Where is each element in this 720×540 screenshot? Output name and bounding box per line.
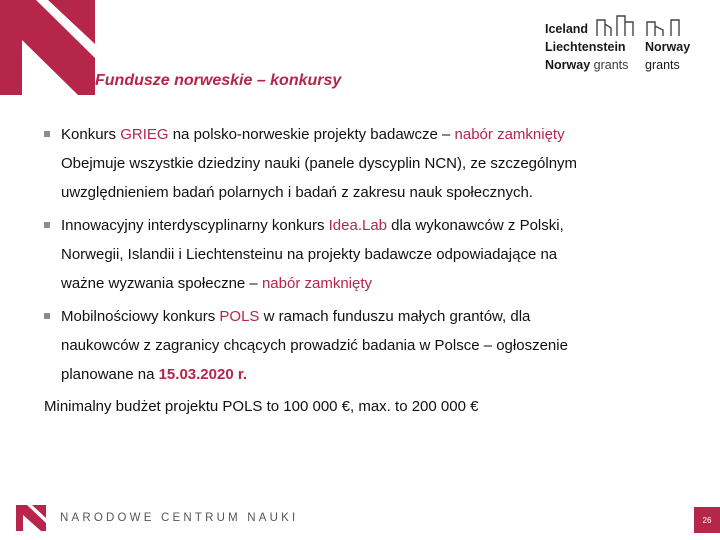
- text-run: w ramach funduszu małych grantów, dla: [259, 308, 531, 325]
- announcement-date: 15.03.2020 r.: [158, 366, 248, 383]
- bullet-line: Obejmuje wszystkie dziedziny nauki (panele dyscyplin NCN), ze szczególnym: [61, 155, 578, 172]
- text-run: Konkurs: [61, 126, 121, 143]
- bullet-idealab: [44, 211, 684, 298]
- status-closed: nabór zamknięty: [454, 126, 565, 143]
- slide-title: Fundusze norweskie – konkursy: [95, 72, 342, 89]
- bullet-line: uwzględnieniem badań polarnych i badań z zakresu nauk społecznych.: [61, 184, 533, 201]
- logo-liechtenstein-text: Liechtenstein: [545, 40, 626, 54]
- logo-iceland-text: Iceland: [545, 22, 589, 36]
- bullet-line: Norwegii, Islandii i Liechtensteinu na projekty badawcze odpowiadające na: [61, 246, 558, 263]
- text-run: na polsko-norweskie projekty badawcze –: [168, 126, 455, 143]
- bullet-square-icon: [44, 222, 50, 228]
- text-run: planowane na: [61, 366, 159, 383]
- eea-norway-grants-logo: [545, 14, 710, 76]
- bullet-square-icon: [44, 131, 50, 137]
- bullet-line: [61, 120, 684, 149]
- highlight-pols: POLS: [219, 308, 260, 325]
- slide-content: [44, 120, 684, 421]
- bullet-line: [61, 269, 684, 298]
- skyline-icon: [595, 14, 710, 38]
- logo-grants-right: grants: [645, 58, 680, 72]
- text-run: Innowacyjny interdyscyplinarny konkurs: [61, 217, 329, 234]
- ncn-logo-footer: [16, 505, 46, 531]
- page-number: 26: [694, 507, 720, 533]
- logo-norway-grants-text: [545, 58, 628, 72]
- text-run: Mobilnościowy konkurs: [61, 308, 220, 325]
- highlight-grieg: GRIEG: [120, 126, 169, 143]
- ncn-logo-top: [0, 0, 95, 95]
- bullet-grieg: [44, 120, 684, 207]
- text-run: dla wykonawców z Polski,: [387, 217, 564, 234]
- bullet-line: naukowców z zagranicy chcących prowadzić badania w Polsce – ogłoszenie: [61, 337, 568, 354]
- bullet-square-icon: [44, 313, 50, 319]
- logo-grants-light: grants: [593, 58, 629, 72]
- logo-norway-bold: Norway: [545, 58, 591, 72]
- bullet-line: [61, 211, 684, 240]
- highlight-idealab: Idea.Lab: [328, 217, 388, 234]
- text-run: ważne wyzwania społeczne –: [61, 275, 262, 292]
- bullet-line: [61, 360, 684, 389]
- bullet-line: [61, 302, 684, 331]
- logo-norway-text: Norway: [645, 40, 691, 54]
- footer-institution-name: NARODOWE CENTRUM NAUKI: [60, 512, 299, 524]
- budget-line: Minimalny budżet projektu POLS to 100 000 €, max. to 200 000 €: [44, 398, 479, 415]
- bullet-pols: [44, 302, 684, 389]
- status-closed: nabór zamknięty: [261, 275, 373, 292]
